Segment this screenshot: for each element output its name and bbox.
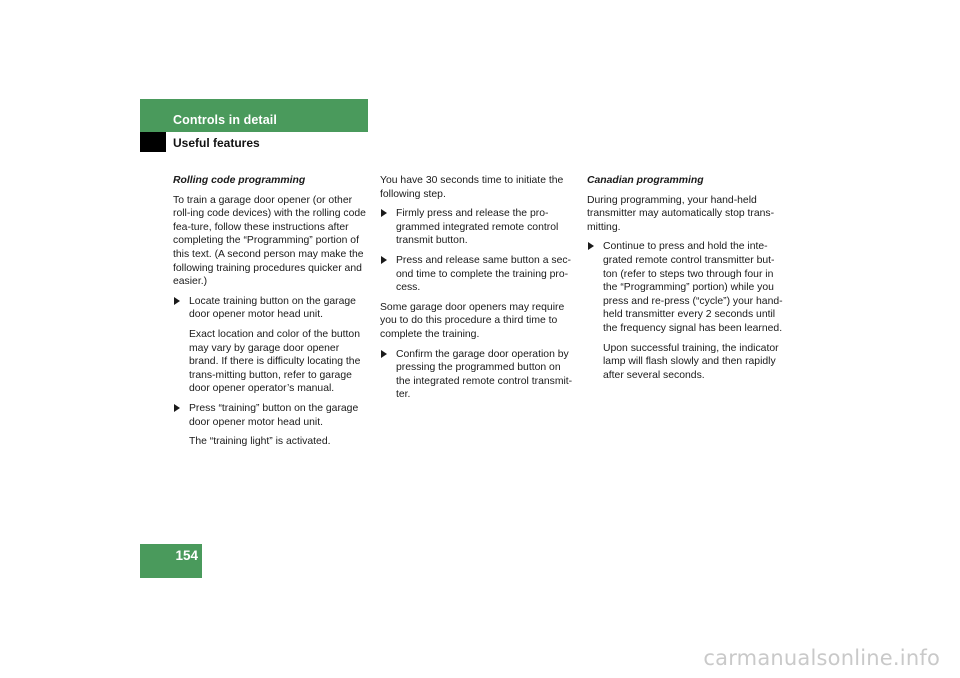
column-3 (587, 174, 787, 388)
subsection-title: Useful features (173, 136, 260, 150)
rolling-code-intro: To train a garage door opener (or other roll-ing code devices) with the rolling code fea-ture, follow these instructions after completing the “Programming” portion of this text. (A second person may make the following training procedures quicker and easier.) (173, 194, 366, 288)
section-title: Controls in detail (173, 113, 277, 127)
bullet-text: Press “training” button on the garage door opener motor head unit. (189, 402, 359, 428)
bullet-arrow-icon (381, 209, 387, 217)
instruction-bullet (173, 402, 368, 429)
subsection-marker (140, 132, 166, 152)
rolling-code-heading: Rolling code programming (173, 175, 306, 186)
column-1 (173, 174, 368, 455)
bullet-text: Press and release same button a sec-ond time to complete the training pro-cess. (396, 254, 572, 294)
instruction-bullet (173, 295, 368, 322)
bullet-arrow-icon (174, 297, 180, 305)
bullet-text: Confirm the garage door operation by pressing the programmed button on the integrated remote control transmit-ter. (396, 348, 573, 401)
instruction-note: Upon successful training, the indicator lamp will flash slowly and then rapidly after several seconds. (603, 342, 779, 381)
bullet-arrow-icon (174, 404, 180, 412)
instruction-bullet (587, 240, 787, 335)
timing-intro: You have 30 seconds time to initiate the following step. (380, 175, 564, 200)
bullet-arrow-icon (381, 350, 387, 358)
bullet-text: Continue to press and hold the inte-grated remote control transmitter but-ton (refer to steps two through four in the “Programming” portion) while you press and re-press (“cycle”) your hand-held transmitter every 2 seconds until the frequency signal has been learned. (603, 241, 783, 334)
canadian-intro: During programming, your hand-held transmitter may automatically stop trans-mitting. (587, 194, 775, 233)
bullet-arrow-icon (381, 256, 387, 264)
instruction-bullet (380, 207, 577, 248)
page-number: 154 (140, 544, 202, 578)
third-time-note: Some garage door openers may require you to do this procedure a third time to complete the training. (380, 301, 565, 340)
canadian-programming-heading: Canadian programming (587, 175, 704, 186)
bullet-text: Locate training button on the garage door opener motor head unit. (189, 295, 356, 321)
instruction-note: Exact location and color of the button may vary by garage door opener brand. If there is difficulty locating the trans-mitting button, refer to garage door opener operator’s manual. (189, 328, 361, 395)
section-header-bar (140, 99, 368, 132)
instruction-bullet (380, 348, 577, 402)
watermark: carmanualsonline.info (703, 646, 940, 670)
column-2 (380, 174, 577, 408)
instruction-bullet (380, 254, 577, 295)
bullet-arrow-icon (588, 242, 594, 250)
instruction-note: The “training light” is activated. (189, 436, 331, 448)
bullet-text: Firmly press and release the pro-grammed integrated remote control transmit button. (396, 208, 559, 247)
